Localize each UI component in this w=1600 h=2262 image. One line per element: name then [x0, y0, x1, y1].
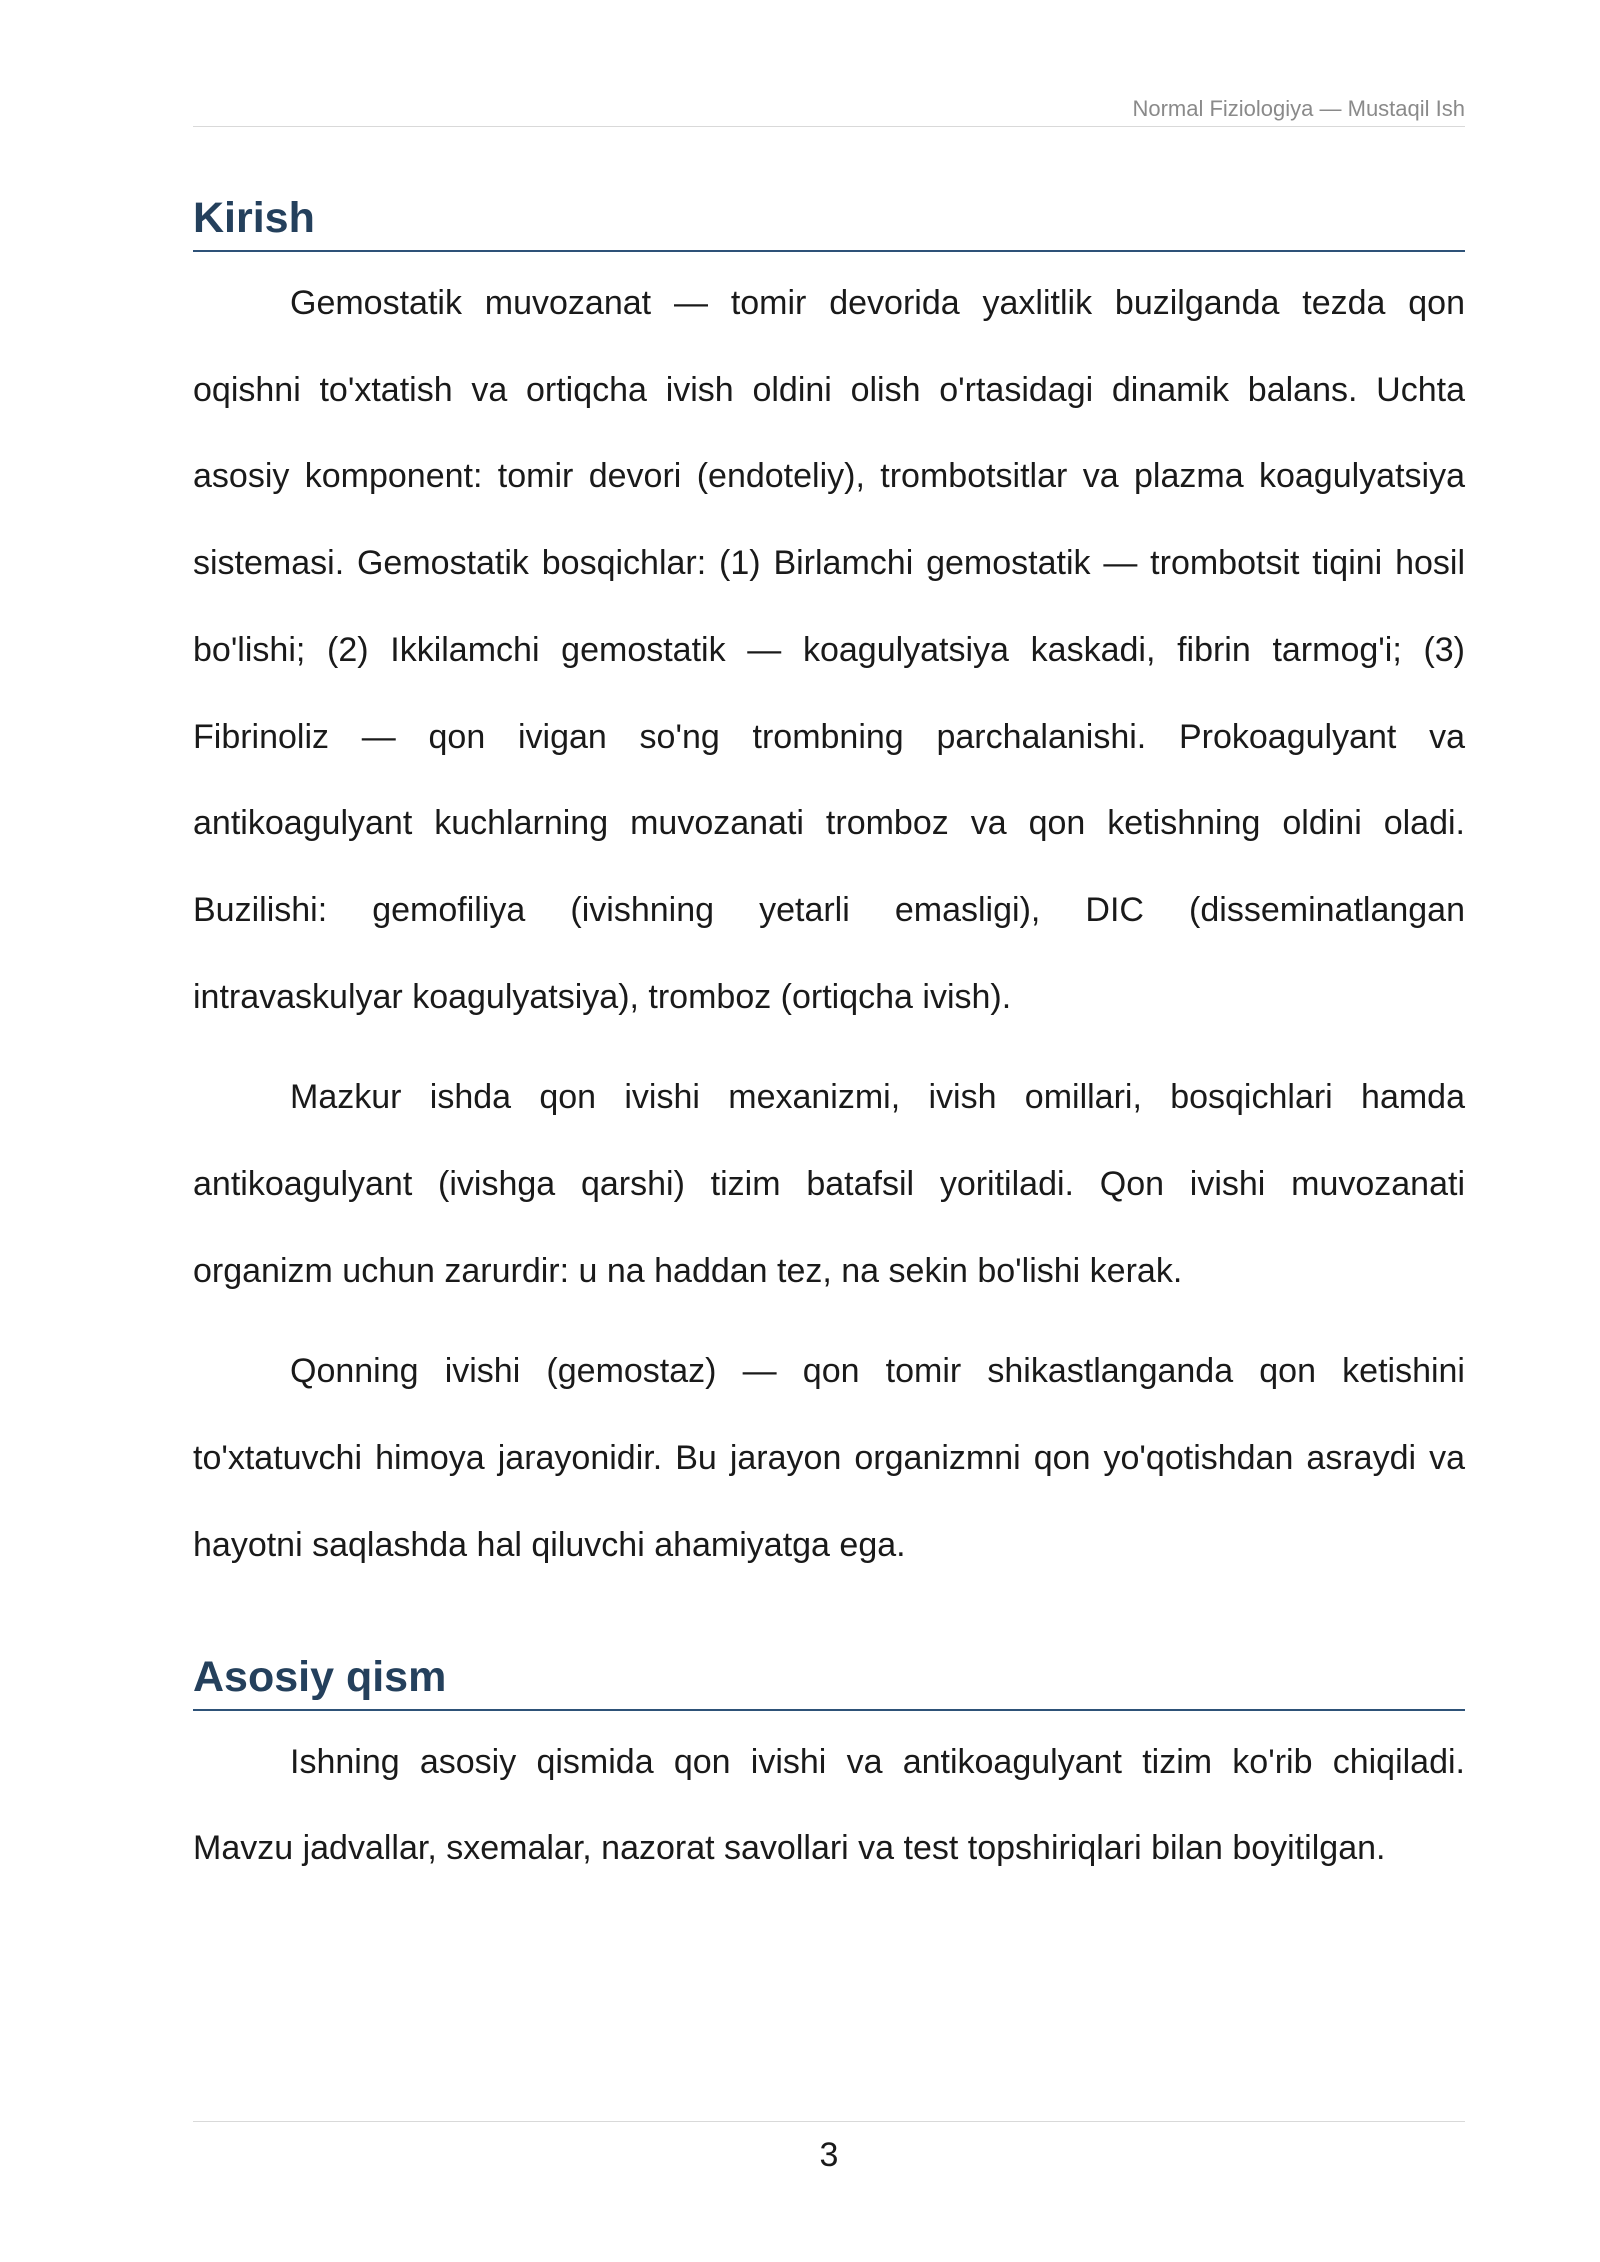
paragraph-kirish-3: Qonning ivishi (gemostaz) — qon tomir shikastlanganda qon ketishini to'xtatuvchi himoya jarayonidir. Bu jarayon organizmni qon yo'qotishdan asraydi va hayotni saqlashda hal qiluvchi ahamiyatga ega. — [193, 1352, 1465, 1564]
paragraph-kirish-1: Gemostatik muvozanat — tomir devorida yaxlitlik buzilganda tezda qon oqishni to'xtatish va ortiqcha ivish oldini olish o'rtasidagi dinamik balans. Uchta asosiy komponent: tomir devori (endoteliy), trombotsitlar va plazma koagulyatsiya sistemasi. Gemostatik bosqichlar: (1) Birlamchi gemostatik — trombotsit tiqini hosil bo'lishi; (2) Ikkilamchi gemostatik — koagulyatsiya kaskadi, fibrin tarmog'i; (3) Fibrinoliz — qon ivigan so'ng trombning parchalanishi. Prokoagulyant va antikoagulyant kuchlarning muvozanati tromboz va qon ketishning oldini oladi. Buzilishi: gemofiliya (ivishning yetarli emasligi), DIC (disseminatlangan intravaskulyar koagulyatsiya), tromboz (ortiqcha ivish). — [193, 284, 1465, 1016]
section-heading-kirish: Kirish — [193, 188, 1465, 252]
page-footer — [193, 2121, 1465, 2178]
running-header — [193, 92, 1465, 127]
paragraph-asosiy-1: Ishning asosiy qismida qon ivishi va antikoagulyant tizim ko'rib chiqiladi. Mavzu jadvallar, sxemalar, nazorat savollari va test topshiriqlari bilan boyitilgan. — [193, 1742, 1465, 1868]
paragraph-kirish-2: Mazkur ishda qon ivishi mexanizmi, ivish omillari, bosqichlari hamda antikoagulyant (ivishga qarshi) tizim batafsil yoritiladi. Qon ivishi muvozanati organizm uchun zarurdir: u na haddan tez, na sekin bo'lishi kerak. — [193, 1078, 1465, 1290]
page-content — [193, 188, 1465, 1892]
section-heading-asosiy-qism: Asosiy qism — [193, 1647, 1465, 1711]
page-number: 3 — [819, 2136, 839, 2174]
running-header-title: Normal Fiziologiya — Mustaqil Ish — [1132, 96, 1465, 121]
